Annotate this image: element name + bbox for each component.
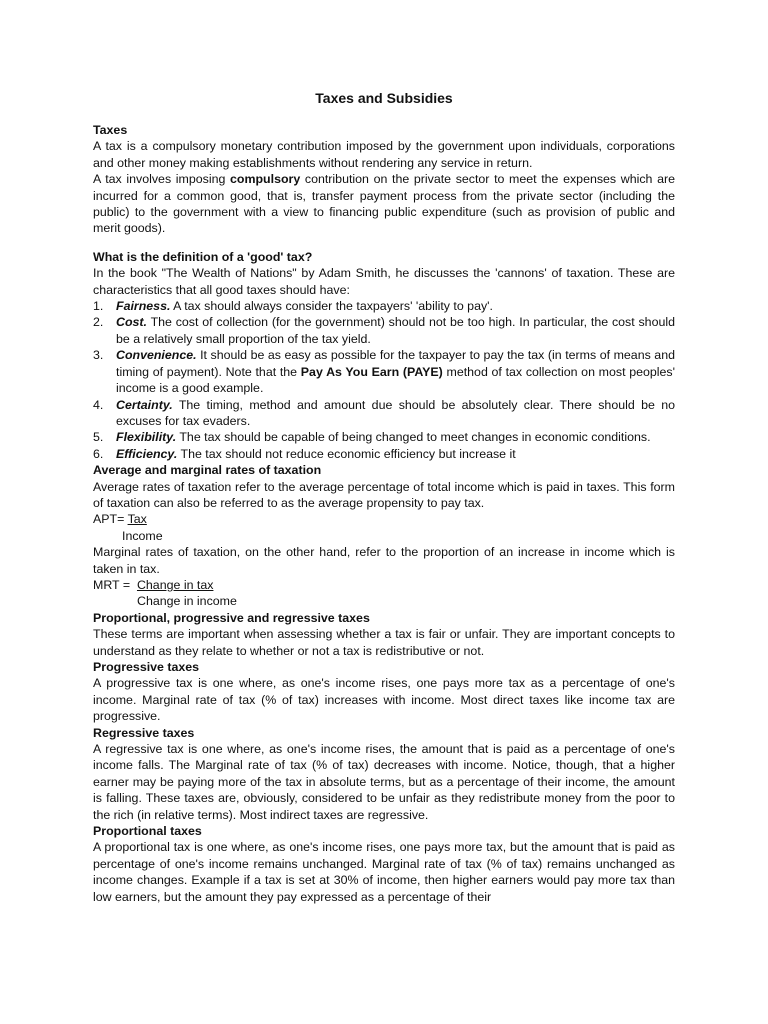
paragraph-regressive: A regressive tax is one where, as one's income rises, the amount that is paid as a percentage of one's income falls. The Marginal rate of tax (% of tax) decreases with income. Notice, though, that a higher earner may be paying more of the tax in absolute terms, but as a percentage of their income, the amount is falling. These taxes are, obviously, considered to be unfair as they redistribute money from the poor to the rich (in relative terms). Most indirect taxes are regressive. — [93, 742, 675, 822]
heading-taxes: Taxes — [93, 123, 128, 137]
list-term: Cost. — [116, 315, 147, 330]
mrt-numerator-line — [93, 577, 675, 593]
text-run: contribution on the private sector to meet the expenses which are incurred for a common good, that is, transfer payment process from the private sector (including the public) to the government with a view to financing public expenditure (such as provision of public and merit goods). — [93, 172, 675, 236]
heading-good-tax: What is the definition of a 'good' tax? — [93, 249, 313, 264]
paragraph-tax-involves — [93, 171, 675, 237]
page-title: Taxes and Subsidies — [315, 90, 453, 106]
heading-rates: Average and marginal rates of taxation — [93, 463, 322, 478]
heading-ppr: Proportional, progressive and regressive taxes — [93, 610, 370, 625]
paragraph-progressive: A progressive tax is one where, as one's income rises, one pays more tax as a percentage of one's income. Marginal rate of tax (% of tax) increases with income. Most direct taxes like income tax are progressive. — [93, 676, 675, 724]
heading-progressive: Progressive taxes — [93, 660, 200, 674]
list-term: Convenience. — [116, 348, 197, 363]
mrt-label: MRT = — [93, 577, 137, 592]
list-number: 5. — [93, 430, 104, 445]
list-term: Certainty. — [116, 397, 173, 412]
spacer — [93, 237, 675, 249]
heading-regressive: Regressive taxes — [93, 725, 195, 740]
paragraph-good-tax-intro: In the book "The Wealth of Nations" by Adam Smith, he discusses the 'cannons' of taxation. These are characteristics that all good taxes should have: — [93, 266, 675, 297]
mrt-denominator: Change in income — [137, 594, 237, 609]
apt-label: APT= — [93, 512, 128, 527]
list-number: 1. — [93, 299, 104, 314]
apt-numerator-line — [93, 511, 675, 527]
list-text: method of tax collection on most peoples' income is a good example. — [116, 364, 675, 396]
paragraph-ppr: These terms are important when assessing whether a tax is fair or unfair. They are important concepts to understand as they relate to whether or not a tax is redistributive or not. — [93, 627, 675, 658]
canons-list — [93, 298, 675, 462]
list-text: The tax should be capable of being changed to meet changes in economic conditions. — [176, 430, 651, 445]
list-number: 6. — [93, 446, 104, 461]
list-term: Efficiency. — [116, 446, 178, 461]
list-item — [93, 446, 675, 462]
apt-formula — [93, 511, 675, 544]
list-item — [93, 298, 675, 314]
document-page — [93, 88, 675, 905]
list-item — [93, 347, 675, 396]
text-run: A tax involves imposing — [93, 172, 231, 187]
list-text: It should be as easy as possible for the taxpayer to pay the tax (in terms of means and timing of payment). Note that the — [116, 348, 675, 379]
list-number: 4. — [93, 397, 104, 412]
list-text: A tax should always consider the taxpayers' 'ability to pay'. — [170, 299, 493, 314]
paragraph-average-rate: Average rates of taxation refer to the average percentage of total income which is paid in taxes. This form of taxation can also be referred to as the average propensity to pay tax. — [93, 479, 675, 510]
list-text: The tax should not reduce economic efficiency but increase it — [177, 446, 516, 461]
list-item — [93, 314, 675, 347]
mrt-formula — [93, 577, 675, 610]
list-text: The cost of collection (for the government) should not be too high. In particular, the cost should be a relatively small proportion of the tax yield. — [116, 315, 675, 346]
heading-proportional: Proportional taxes — [93, 824, 202, 839]
mrt-numerator: Change in tax — [136, 577, 214, 592]
bold-term-compulsory: compulsory — [230, 172, 301, 187]
list-term: Fairness. — [116, 299, 171, 314]
paragraph-proportional: A proportional tax is one where, as one's income rises, one pays more tax, but the amount that is paid as percentage of one's income remains unchanged. Marginal rate of tax (% of tax) remains unchanged as income changes. Example if a tax is set at 30% of income, then higher earners would pay more tax than low earners, but the amount they pay expressed as a percentage of their — [93, 840, 675, 904]
list-item — [93, 397, 675, 430]
paragraph-marginal-rate: Marginal rates of taxation, on the other hand, refer to the proportion of an increase in income which is taken in tax. — [93, 545, 675, 576]
apt-denominator: Income — [122, 528, 163, 543]
paragraph-tax-definition: A tax is a compulsory monetary contribution imposed by the government upon individuals, corporations and other money making establishments without rendering any service in return. — [93, 139, 675, 170]
list-term: Flexibility. — [116, 430, 177, 445]
list-text: The timing, method and amount due should be absolutely clear. There should be no excuses for tax evaders. — [116, 397, 675, 428]
list-number: 2. — [93, 315, 104, 330]
list-item — [93, 429, 675, 445]
bold-term-paye: Pay As You Earn (PAYE) — [300, 364, 443, 379]
apt-numerator: Tax — [127, 512, 147, 527]
list-number: 3. — [93, 348, 104, 363]
